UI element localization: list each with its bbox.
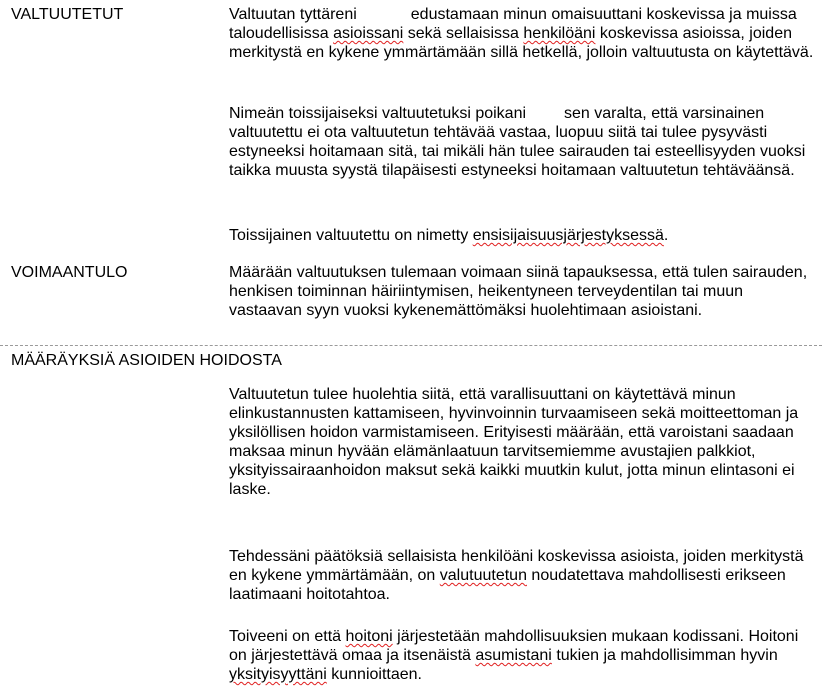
valtuutetut-paragraph-2 [229,104,815,180]
spellcheck-word: ensisijaisuusjärjestyksessä [472,227,664,244]
maaraykset-paragraph-2 [229,547,815,604]
text-run: sen varalta, että varsinainen valtuutettu ei ota valtuutetun tehtävää vastaa, luopuu siitä tai tulee pysyvästi estyneeksi hoitamaan sitä, tai mikäli hän tulee sairauden tai esteellisyyden vuoksi taikka muusta syystä tilapäisesti estyneeksi hoitamaan valtuutetun tehtäväänsä. [229,105,806,179]
spellcheck-word: hoitoni [345,628,393,645]
valtuutetut-paragraph-3 [229,226,815,245]
text-run: sekä sellaisissa [407,25,519,42]
text-run: Valtuutan tyttäreni [229,6,357,23]
valtuutetut-paragraph-1 [229,5,815,62]
text-run: kunnioittaen. [331,666,422,683]
section-divider [0,345,822,346]
maaraykset-paragraph-3 [229,627,815,684]
text-run: noudatettava mahdollisesti erikseen laatimaani hoitotahtoa. [229,567,786,603]
spellcheck-word: henkilöäni [523,25,596,42]
label-valtuutetut: VALTUUTETUT [11,6,124,23]
text-run: Toiveeni on että [229,628,342,645]
label-maaraykset: MÄÄRÄYKSIÄ ASIOIDEN HOIDOSTA [11,352,282,369]
spellcheck-word: asumistani [475,647,552,664]
text-run: . [663,227,669,244]
label-voimaantulo: VOIMAANTULO [11,264,128,281]
text-run: koskevissa asioissa, joiden merkitystä en kykene ymmärtämään sillä hetkellä, jolloin valtuutusta on käytettävä. [229,25,814,61]
text-run: Toissijainen valtuutettu on nimetty [229,227,469,244]
voimaantulo-paragraph: Määrään valtuutuksen tulemaan voimaan siinä tapauksessa, että tulen sairauden, henkisen toiminnan häiriintymisen, heikentyneen terveydentilan tai muun vastaavan syyn vuoksi kykenemättömäksi huolehtimaan asioistani. [229,264,808,319]
spellcheck-word: valutuutetun [439,567,527,584]
text-run: edustamaan minun omaisuuttani koskevissa ja muissa taloudellisissa [229,6,797,42]
text-run: tukien ja mahdollisimman hyvin [556,647,778,664]
text-run: Nimeän toissijaiseksi valtuutetuksi poikani [229,105,527,122]
text-run: järjestetään mahdollisuuksien mukaan kodissani. Hoitoni on järjestettävä omaa ja itsenäistä [229,628,799,664]
maaraykset-paragraph-1: Valtuutetun tulee huolehtia siitä, että varallisuuttani on käytettävä minun elinkustannusten kattamiseen, hyvinvoinnin turvaamiseen sekä moitteettoman ja yksilöllisen hoidon varmistamiseen. Erityisesti määrään, että varoistani saadaan maksaa minun hyvään elämänlaatuun tarvitsemiemme avustajien palkkiot, yksityissairaanhoidon maksut sekä kaikki muutkin kulut, jotta minun elintasoni ei laske. [229,386,799,498]
text-run: Tehdessäni päätöksiä sellaisista henkilöäni koskevissa asioista, joiden merkitystä en kykene ymmärtämään, on [229,548,804,584]
spellcheck-word: yksityisyyttäni [229,666,327,683]
spellcheck-word: asioissani [333,25,404,42]
